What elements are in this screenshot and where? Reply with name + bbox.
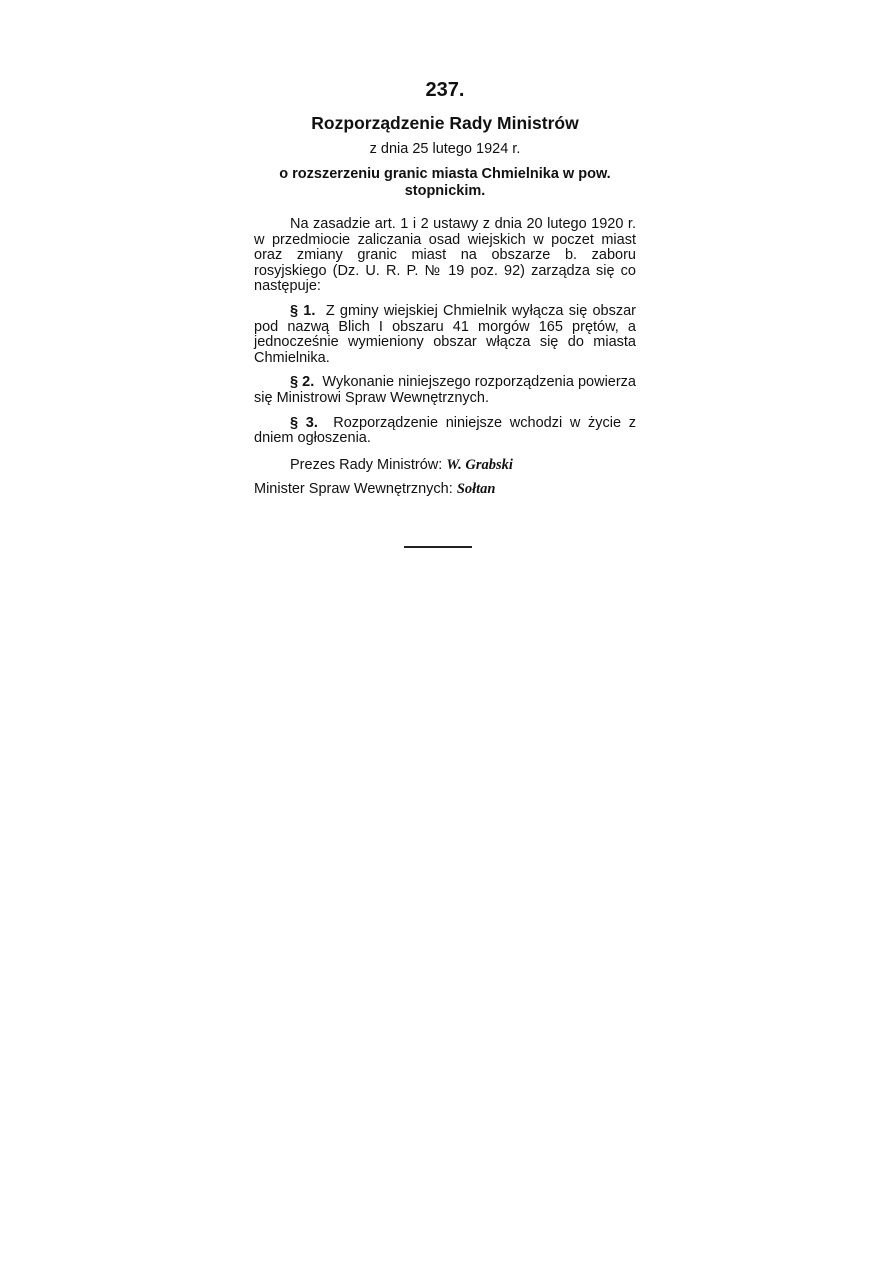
section-1 — [254, 304, 636, 366]
section-1-text: Z gminy wiejskiej Chmielnik wyłącza się obszar pod nazwą Blich I obszaru 41 morgów 165 prętów, a jednocześnie wymieniony obszar włącza się do miasta Chmielnika. — [254, 302, 636, 366]
preamble-paragraph — [254, 217, 636, 295]
document-date: z dnia 25 lutego 1924 r. — [369, 141, 521, 157]
signature-role: Prezes Rady Ministrów: — [290, 456, 443, 473]
section-3-label: § 3. — [290, 414, 318, 431]
section-2-label: § 2. — [290, 374, 315, 391]
signature-prime-minister — [254, 456, 636, 474]
section-1-label: § 1. — [290, 302, 316, 319]
regulation-text — [254, 78, 636, 504]
section-2-text: Wykonanie niniejszego rozporządzenia powierza się Ministrowi Spraw Wewnętrznych. — [254, 374, 636, 406]
document-subject: o rozszerzeniu granic miasta Chmielnika w pow. stopnickim. — [279, 166, 611, 199]
document-title: Rozporządzenie Rady Ministrów — [311, 113, 579, 133]
item-number: 237. — [425, 79, 465, 101]
signature-role: Minister Spraw Wewnętrznych: — [254, 480, 453, 497]
section-3 — [254, 416, 636, 447]
signature-name: W. Grabski — [446, 456, 513, 473]
closing-rule — [404, 546, 472, 548]
section-2 — [254, 375, 636, 406]
signature-name: Sołtan — [456, 480, 496, 497]
section-3-text: Rozporządzenie niniejsze wchodzi w życie z dniem ogłoszenia. — [254, 414, 636, 447]
preamble-text: Na zasadzie art. 1 i 2 ustawy z dnia 20 lutego 1920 r. w przedmiocie zaliczania osad wiejskich w poczet miast oraz zmiany granic miast na obszarze b. zaboru rosyjskiego (Dz. U. R. P. № 19 poz. 92) zarządza się co następuje: — [254, 216, 636, 295]
signature-interior-minister — [254, 480, 636, 498]
